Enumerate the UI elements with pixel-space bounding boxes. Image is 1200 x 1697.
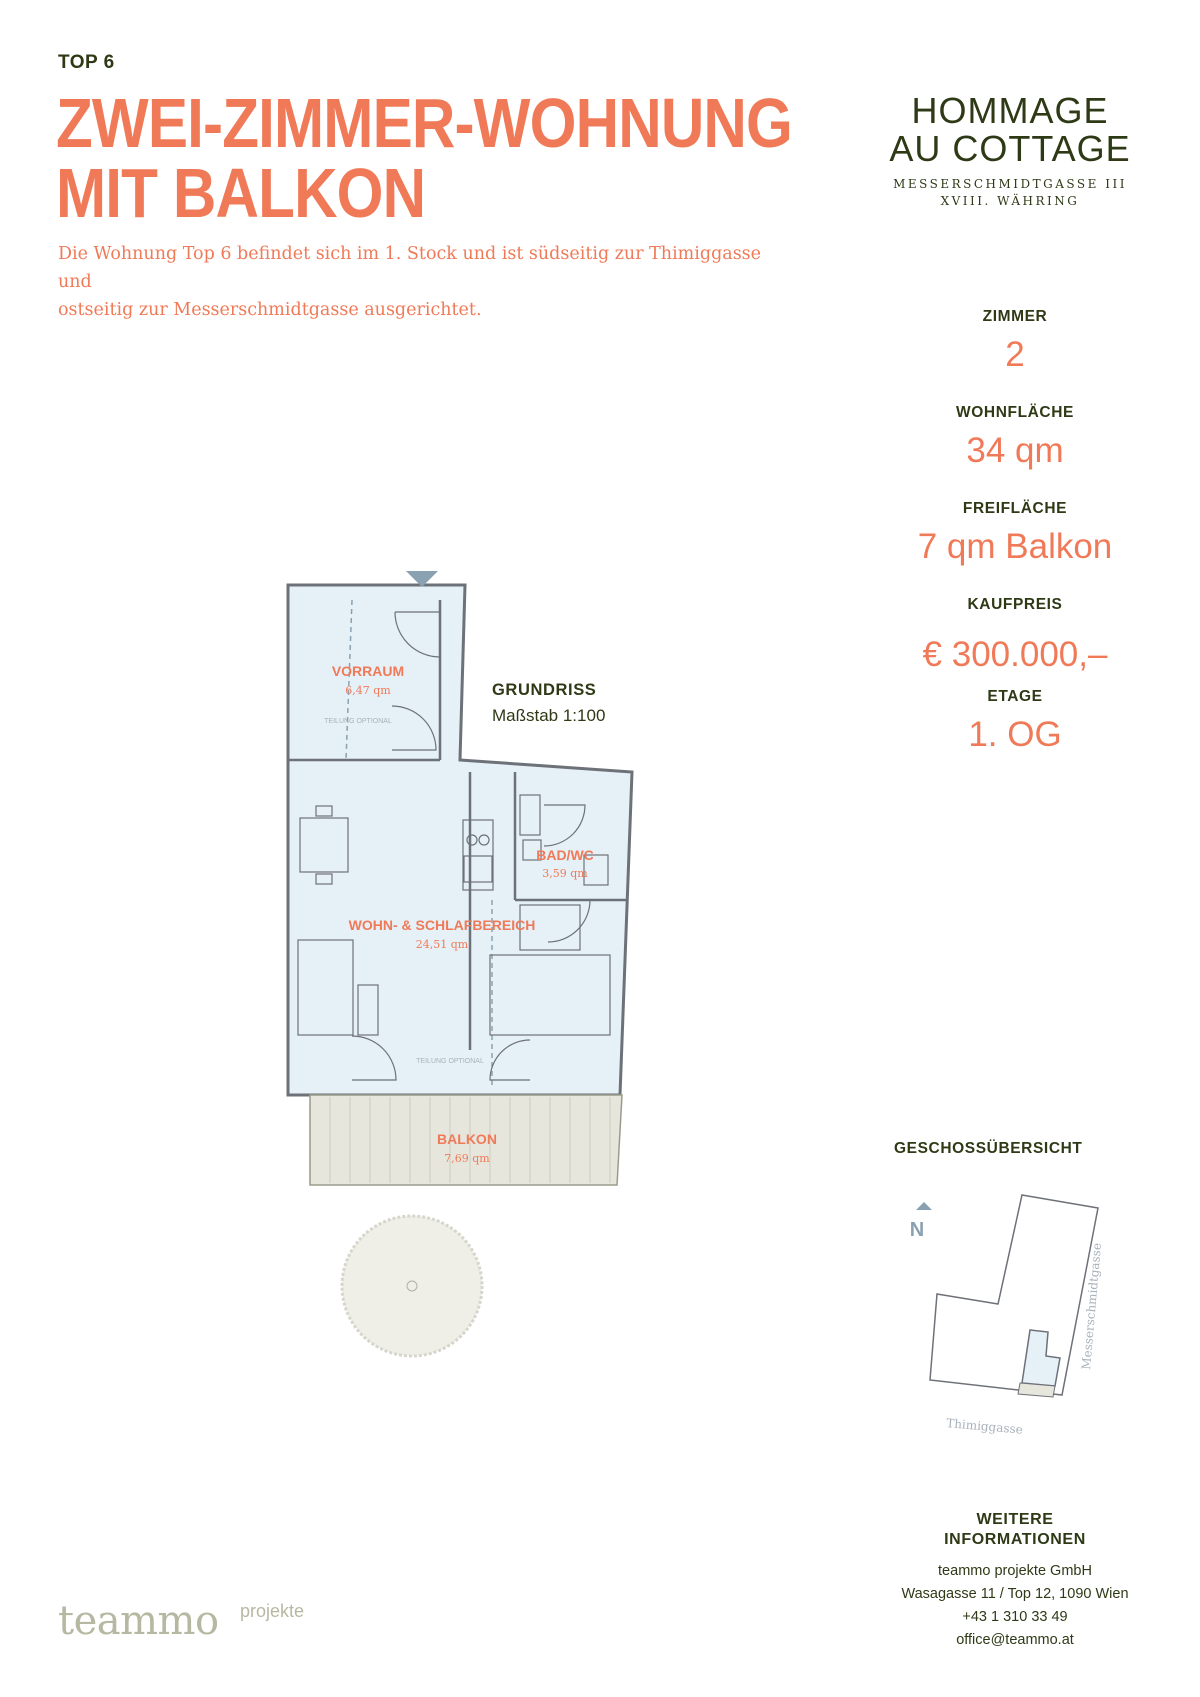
logo-sub-2: XVIII. WÄHRING bbox=[940, 194, 1080, 208]
overview-label: GESCHOSSÜBERSICHT bbox=[894, 1140, 1083, 1157]
room-area-wohn-schlaf: 24,51 qm bbox=[415, 938, 469, 951]
optional-division-note: TEILUNG OPTIONAL bbox=[324, 718, 392, 725]
room-label-balkon: BALKON bbox=[437, 1131, 497, 1147]
contact-details bbox=[880, 1560, 1150, 1652]
fact-label: ETAGE bbox=[987, 688, 1043, 705]
apartment-area bbox=[288, 585, 632, 1095]
north-arrow-icon bbox=[916, 1202, 932, 1210]
fact-value: 1. OG bbox=[968, 715, 1062, 754]
contact-title bbox=[900, 1510, 1130, 1550]
unit-label: TOP 6 bbox=[58, 52, 115, 73]
room-label-bad: BAD/WC bbox=[536, 847, 594, 863]
fact-value: 2 bbox=[1005, 335, 1025, 374]
contact-company: teammo projekte GmbH bbox=[938, 1563, 1092, 1579]
contact-address: Wasagasse 11 / Top 12, 1090 Wien bbox=[901, 1586, 1129, 1602]
fact-value: 34 qm bbox=[966, 431, 1064, 470]
site-overview-map bbox=[910, 1195, 1104, 1437]
room-area-balkon: 7,69 qm bbox=[444, 1152, 490, 1165]
room-area-vorraum: 6,47 qm bbox=[345, 684, 391, 697]
fact-label: KAUFPREIS bbox=[967, 596, 1063, 613]
logo-line-1: HOMMAGE bbox=[911, 90, 1109, 131]
building-outline bbox=[930, 1195, 1098, 1395]
optional-division-note: TEILUNG OPTIONAL bbox=[416, 1058, 484, 1065]
logo-line-2: AU COTTAGE bbox=[889, 128, 1131, 169]
fact-label: FREIFLÄCHE bbox=[962, 500, 1068, 517]
street-label-messerschmidtgasse: Messerschmidtgasse bbox=[1079, 1242, 1105, 1371]
street-label-thimiggasse: Thimiggasse bbox=[945, 1416, 1024, 1437]
floorplan-scale: Maßstab 1:100 bbox=[492, 706, 606, 725]
room-area-bad: 3,59 qm bbox=[542, 867, 588, 880]
unit-balcony-highlight bbox=[1018, 1383, 1055, 1397]
contact-title-line-2: INFORMATIONEN bbox=[944, 1531, 1086, 1548]
fact-value: 7 qm Balkon bbox=[917, 527, 1113, 566]
title-line-2: MIT BALKON bbox=[56, 154, 426, 232]
intro-line-1: Die Wohnung Top 6 befindet sich im 1. Stock und ist südseitig zur Thimiggasse und bbox=[58, 244, 762, 292]
contact-title-line-1: WEITERE bbox=[976, 1511, 1054, 1528]
intro-line-2: ostseitig zur Messerschmidtgasse ausgerichtet. bbox=[58, 300, 482, 320]
brand-logo: teammo bbox=[58, 1598, 219, 1644]
fact-label: WOHNFLÄCHE bbox=[956, 404, 1074, 421]
contact-phone[interactable]: +43 1 310 33 49 bbox=[962, 1609, 1068, 1625]
logo-sub-1: MESSERSCHMIDTGASSE III bbox=[893, 177, 1127, 191]
brand-logo-suffix: projekte bbox=[240, 1601, 305, 1621]
fact-label: ZIMMER bbox=[982, 308, 1048, 325]
floorplan-label: GRUNDRISS bbox=[492, 681, 597, 699]
room-label-wohn-schlaf: WOHN- & SCHLAFBEREICH bbox=[348, 917, 536, 933]
contact-email[interactable]: office@teammo.at bbox=[956, 1632, 1074, 1648]
tree-icon bbox=[342, 1216, 482, 1356]
fact-value: € 300.000,– bbox=[922, 635, 1108, 674]
room-label-vorraum: VORRAUM bbox=[331, 663, 405, 679]
north-label: N bbox=[909, 1219, 925, 1241]
title-line-1: ZWEI-ZIMMER-WOHNUNG bbox=[56, 84, 793, 162]
